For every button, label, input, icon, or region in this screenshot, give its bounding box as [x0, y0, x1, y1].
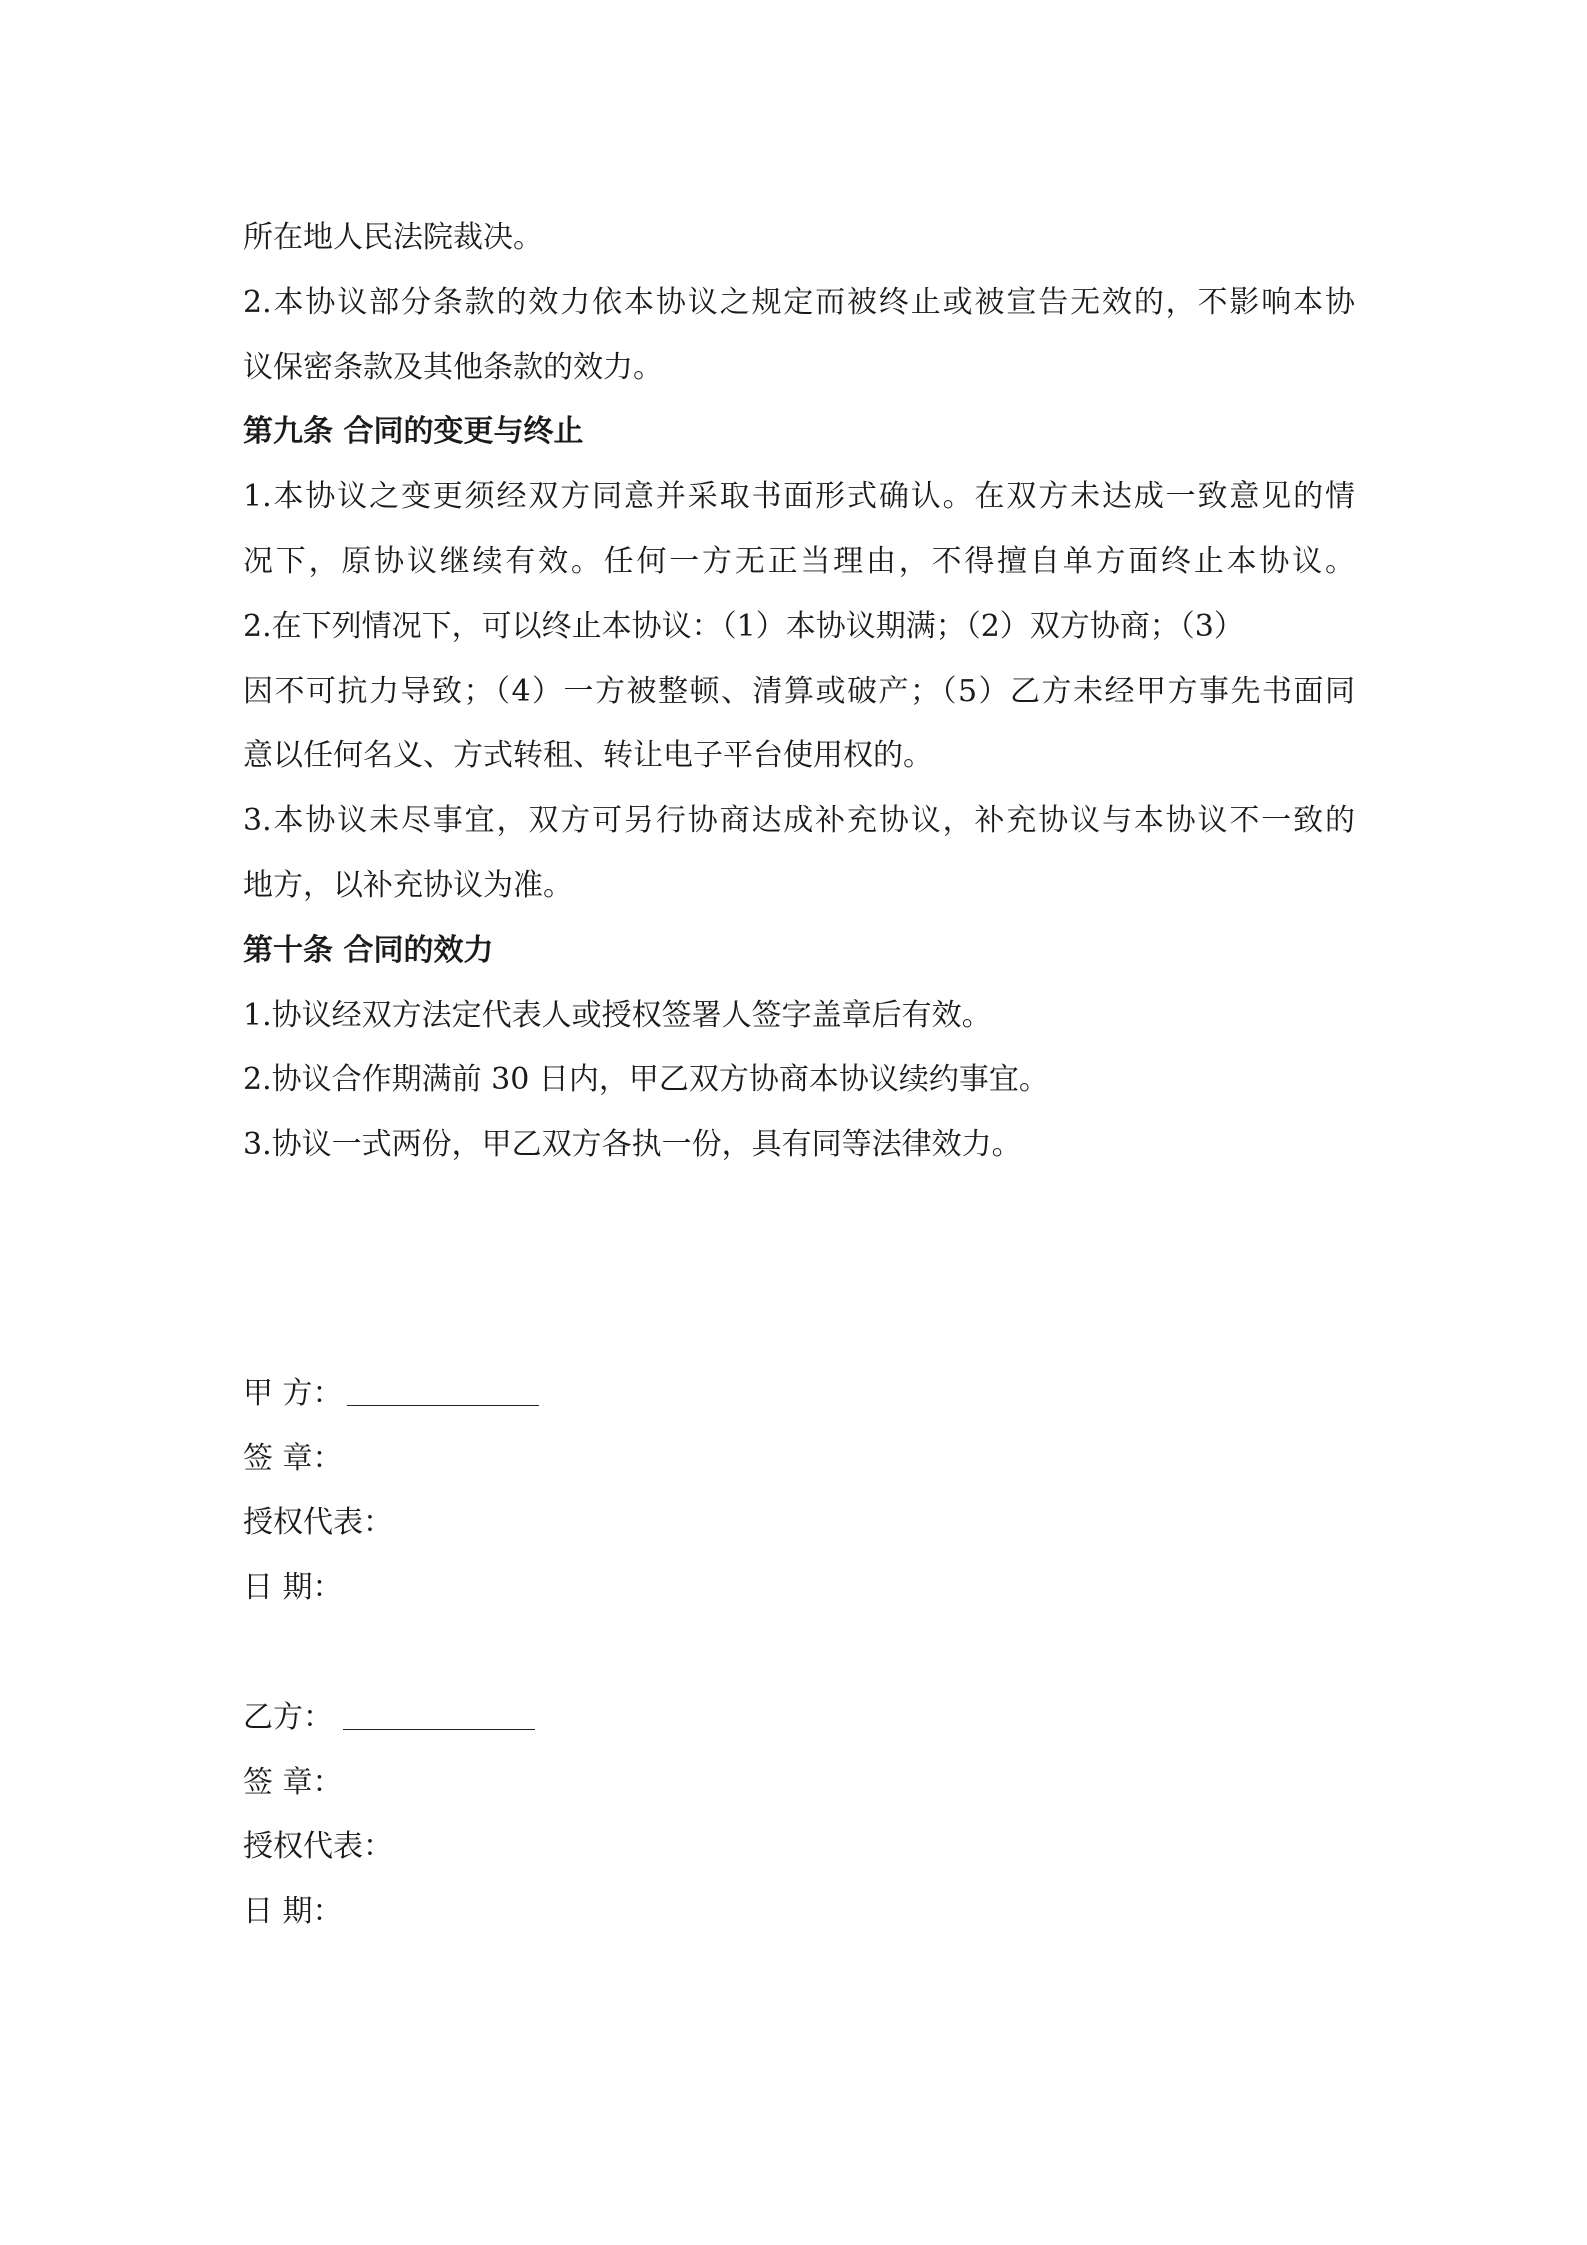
- party-a-seal-label: 签 章：: [243, 1440, 343, 1476]
- text-line: 3.协议一式两份，甲乙双方各执一份，具有同等法律效力。: [243, 1127, 1022, 1163]
- contract-body: [243, 206, 1355, 1178]
- text-line: 地方，以补充协议为准。: [243, 867, 573, 903]
- text-line: 3.本协议未尽事宜，双方可另行协商达成补充协议，补充协议与本协议不一致的: [243, 803, 1355, 839]
- text-line: 2.协议合作期满前 30 日内，甲乙双方协商本协议续约事宜。: [243, 1062, 1049, 1098]
- text-line: 所在地人民法院裁决。: [243, 220, 543, 255]
- party-b-rep-label: 授权代表：: [243, 1829, 393, 1865]
- party-b-name-row: [243, 1686, 843, 1751]
- party-a-signature-block: [243, 1362, 843, 1620]
- section-heading-9: 第九条 合同的变更与终止: [243, 414, 584, 450]
- text-line: 况下，原协议继续有效。任何一方无正当理由，不得擅自单方面终止本协议。: [243, 543, 1355, 579]
- text-line: 1.协议经双方法定代表人或授权签署人签字盖章后有效。: [243, 997, 992, 1033]
- text-line: 1.本协议之变更须经双方同意并采取书面形式确认。在双方未达成一致意见的情: [243, 479, 1355, 515]
- party-b-seal-label: 签 章：: [243, 1764, 343, 1800]
- text-line: 2.本协议部分条款的效力依本协议之规定而被终止或被宣告无效的，不影响本协: [243, 284, 1355, 320]
- party-a-name-label: 甲 方：: [243, 1376, 343, 1411]
- text-line: 因不可抗力导致；（4）一方被整顿、清算或破产；（5）乙方未经甲方事先书面同: [243, 673, 1355, 709]
- party-a-name-row: [243, 1362, 843, 1427]
- text-line: 议保密条款及其他条款的效力。: [243, 349, 663, 385]
- section-heading-10: 第十条 合同的效力: [243, 932, 494, 968]
- party-a-name-blank[interactable]: [347, 1375, 539, 1406]
- text-line: 2.在下列情况下，可以终止本协议：（1）本协议期满；（2）双方协商；（3）: [243, 608, 1244, 644]
- party-a-date-label: 日 期：: [243, 1569, 343, 1605]
- party-b-name-label: 乙方：: [243, 1700, 333, 1735]
- party-b-signature-block: [243, 1686, 843, 1944]
- text-line: 意以任何名义、方式转租、转让电子平台使用权的。: [243, 738, 933, 774]
- party-a-rep-label: 授权代表：: [243, 1505, 393, 1541]
- party-b-date-label: 日 期：: [243, 1893, 343, 1929]
- party-b-name-blank[interactable]: [343, 1699, 535, 1730]
